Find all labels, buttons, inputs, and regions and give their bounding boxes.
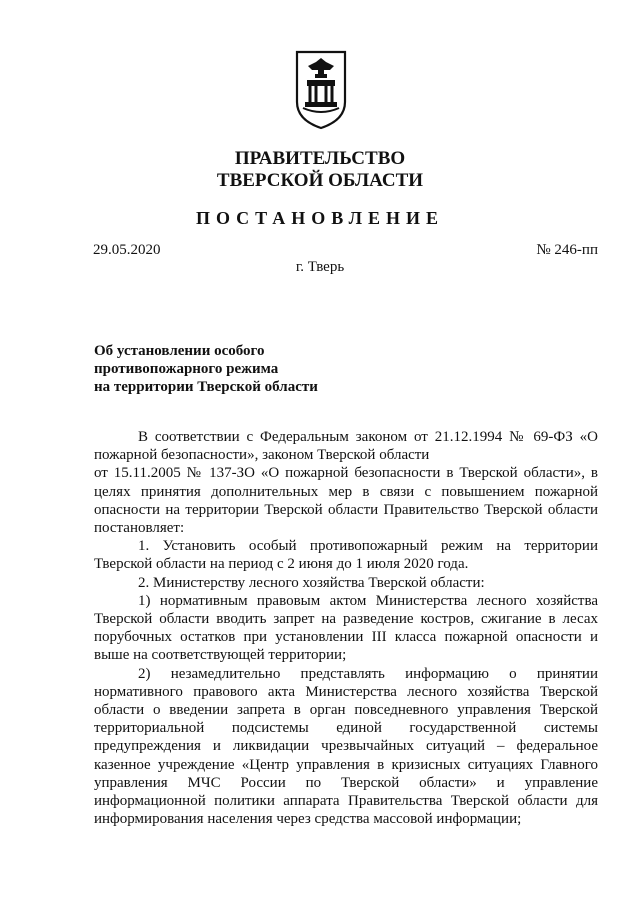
document-title — [94, 342, 318, 396]
coat-of-arms-emblem — [294, 50, 348, 130]
preamble-part1: В соответствии с Федеральным законом от 21.12.1994 № 69-ФЗ «О пожарной безопасности», законом Тверской области — [94, 429, 598, 464]
org-name-line1: ПРАВИТЕЛЬСТВО — [234, 148, 406, 169]
org-name-line2: ТВЕРСКОЙ ОБЛАСТИ — [216, 170, 424, 191]
clause-2-2: 2) незамедлительно представлять информацию о принятии нормативного правового акта Министерства лесного хозяйства Тверской области о введении запрета в орган повседневного управления Тверской территориальной подсистемы единой государственной системы предупреждения и ликвидации чрезвычайных ситуаций – федеральное казенное учреждение «Центр управления в кризисных ситуациях Главного управления МЧС России по Тверской области» и управление информационной политики аппарата Правительства Тверской области для информирования населения через средства массовой информации; — [94, 665, 598, 828]
title-line1: Об установлении особого — [94, 343, 265, 359]
clause-2: 2. Министерству лесного хозяйства Тверской области: — [138, 574, 485, 591]
title-line3: на территории Тверской области — [94, 379, 318, 395]
document-city: г. Тверь — [295, 259, 345, 275]
clause-1: 1. Установить особый противопожарный режим на территории Тверской области на период с 2 июня до 1 июля 2020 года. — [94, 538, 598, 573]
document-body — [94, 428, 598, 828]
document-number: № 246-пп — [536, 242, 598, 258]
clause-2-1: 1) нормативным правовым актом Министерства лесного хозяйства Тверской области вводить запрет на разведение костров, сжигание в лесах порубочных остатков при установлении III класса пожарной опасности и выше на соответствующей территории; — [94, 592, 598, 664]
title-line2: противопожарного режима — [94, 361, 279, 377]
document-type: ПОСТАНОВЛЕНИЕ — [195, 208, 445, 228]
document-date: 29.05.2020 — [93, 242, 161, 258]
preamble-part2: от 15.11.2005 № 137-ЗО «О пожарной безопасности в Тверской области», в целях принятия дополнительных мер в связи с повышением пожарной опасности на территории Тверской области Правительство Тверской области постановляет: — [94, 465, 598, 537]
